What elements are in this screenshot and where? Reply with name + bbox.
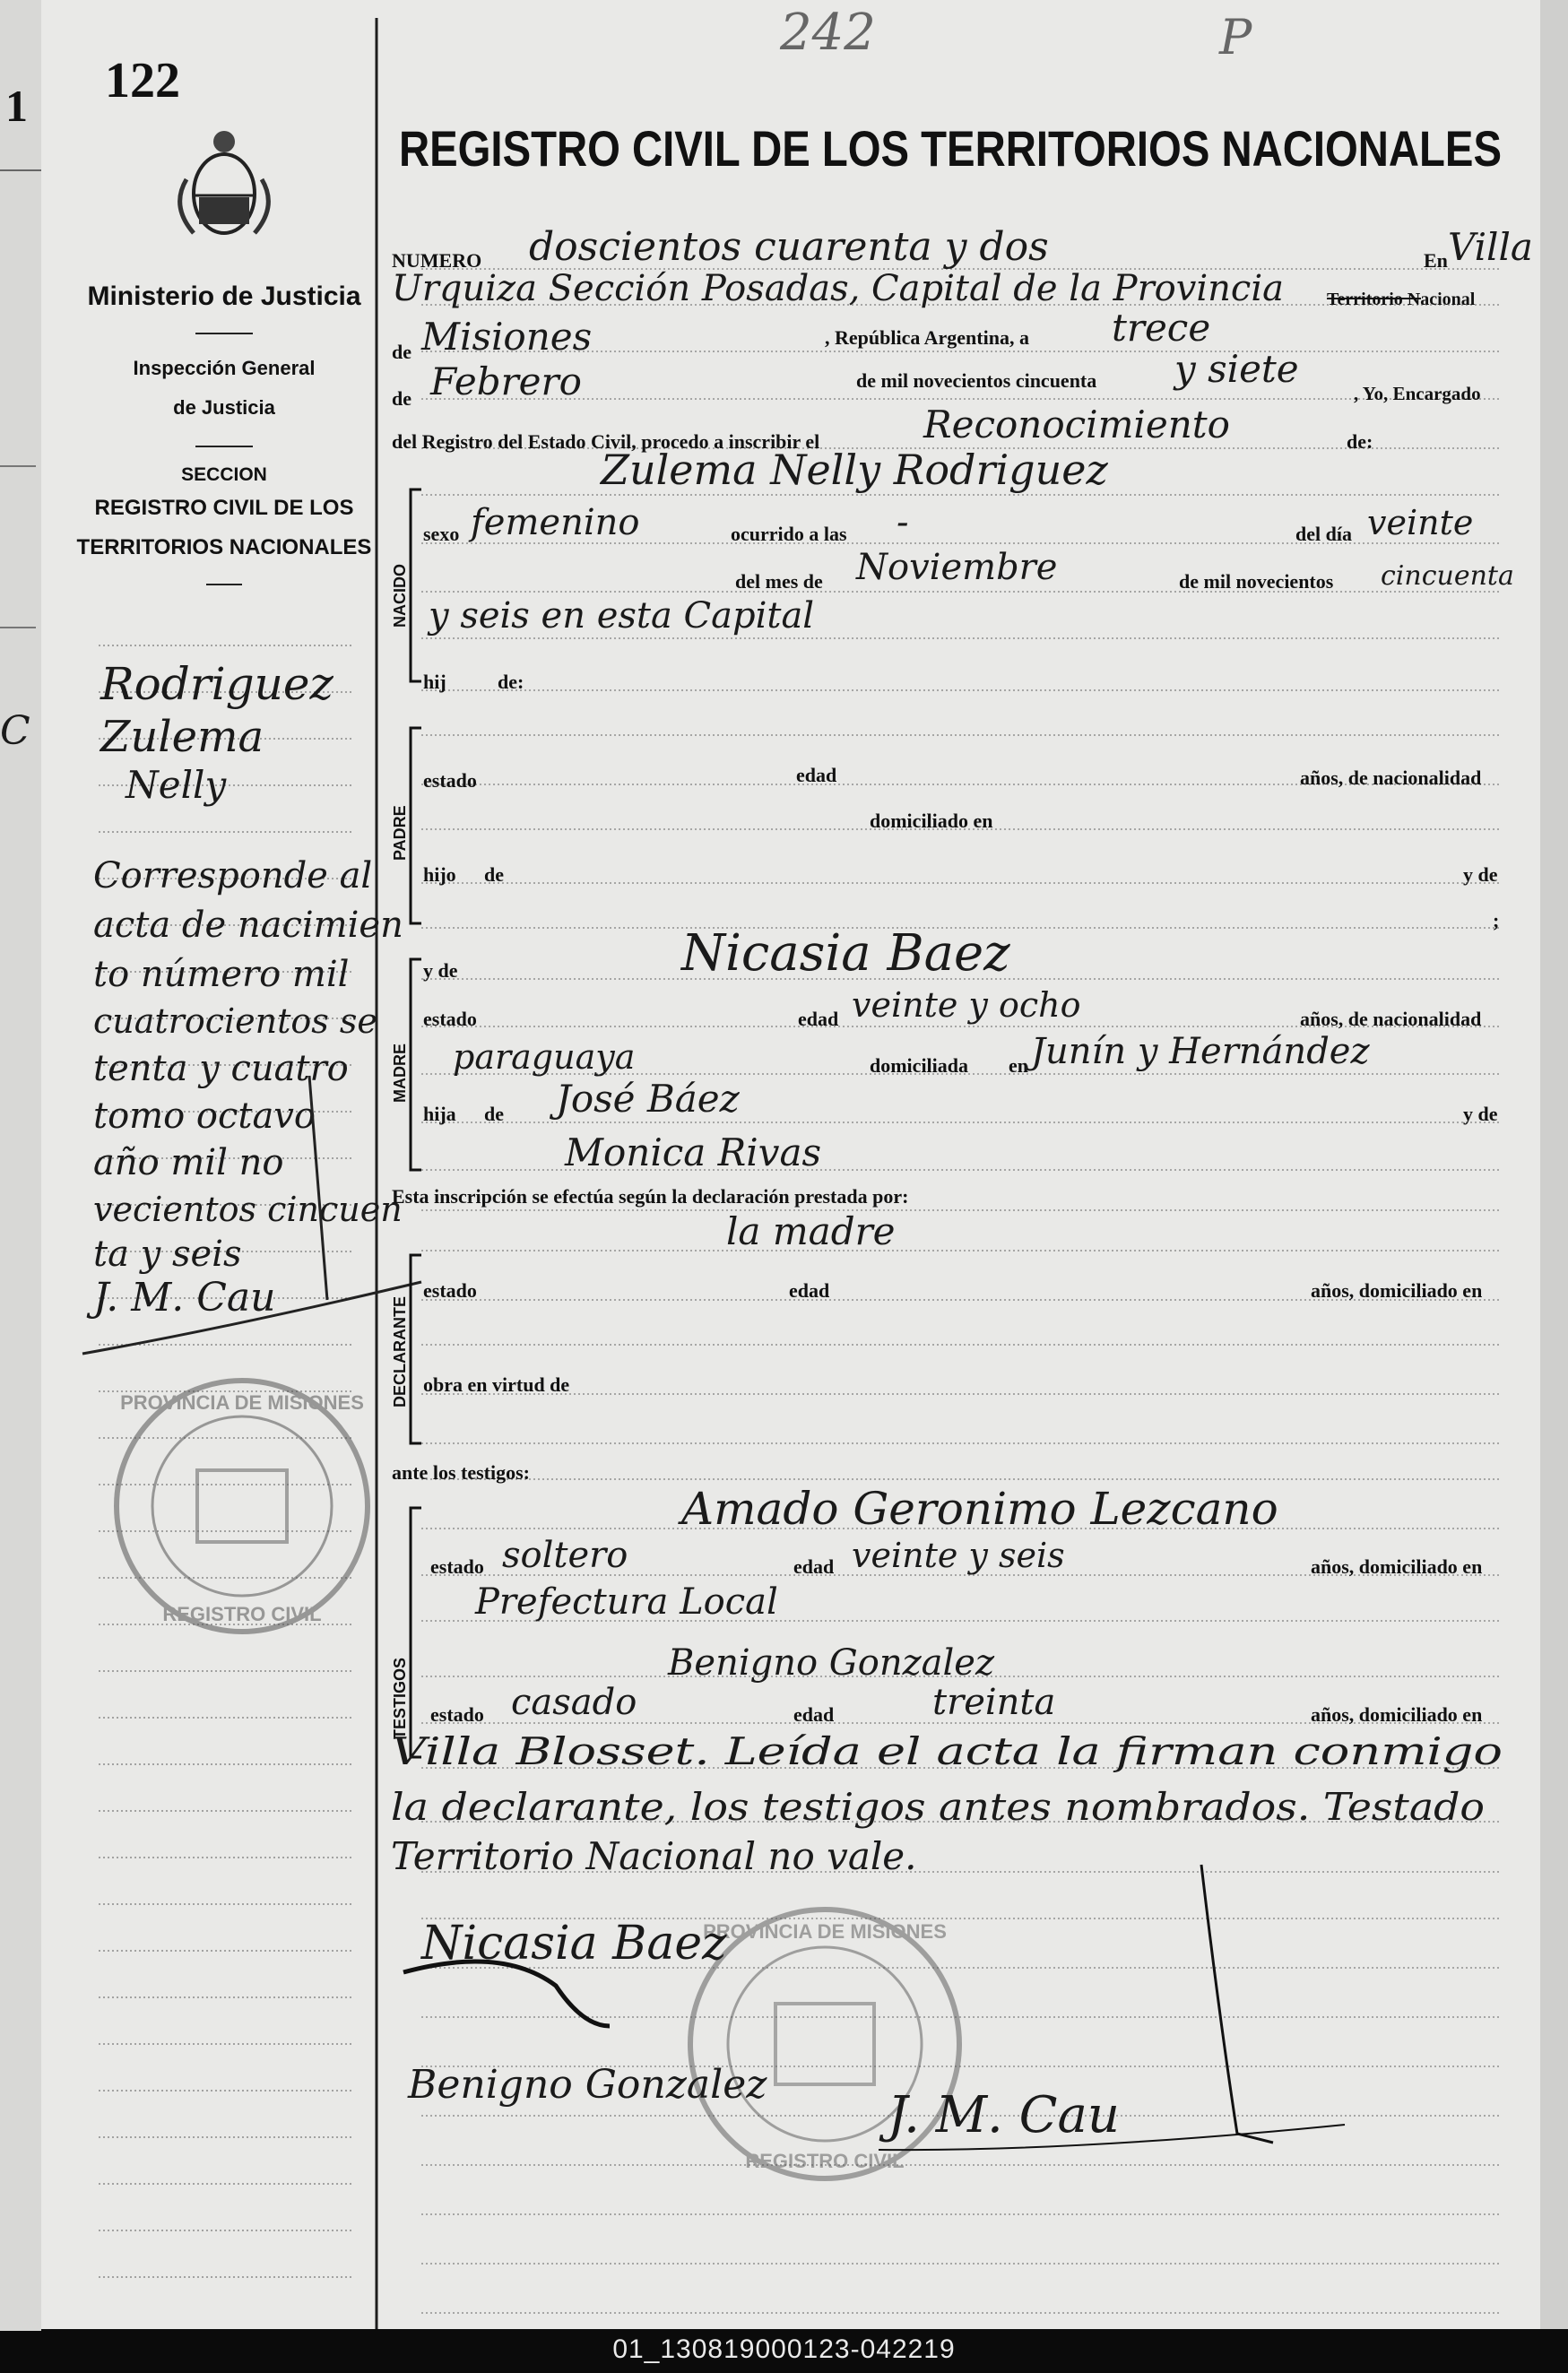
witness2-name: Benigno Gonzalez: [668, 1642, 995, 1684]
padre-domiciliado-label: domiciliado en: [870, 810, 993, 832]
madre-yde-label: y de: [1463, 1103, 1498, 1125]
yo-encargado-label: , Yo, Encargado: [1354, 383, 1481, 404]
hij-de-label: de:: [498, 671, 524, 693]
madre-father-value: José Báez: [556, 1077, 740, 1121]
witness2-estado-value: casado: [511, 1682, 637, 1723]
del-mes-label: del mes de: [735, 570, 823, 593]
section-label-3: TERRITORIOS NACIONALES: [76, 535, 372, 559]
stamp-text-top: PROVINCIA DE MISIONES: [703, 1920, 947, 1943]
madre-edad-value: veinte y ocho: [852, 985, 1081, 1025]
madre-domiciliada-label: domiciliada: [870, 1054, 969, 1077]
de-value: Misiones: [421, 315, 593, 359]
del-dia-value: veinte: [1367, 503, 1474, 542]
margin-note-line: to número mil: [93, 954, 350, 995]
month-value: Febrero: [430, 359, 582, 403]
padre-edad-label: edad: [796, 764, 837, 786]
padre-hijo-de-label: de: [484, 863, 504, 886]
obra-label: obra en virtud de: [423, 1373, 570, 1396]
previous-page-edge: [0, 0, 41, 2331]
witness2-estado-label: estado: [430, 1703, 484, 1726]
ocurrido-label: ocurrido a las: [731, 523, 847, 545]
sexo-label: sexo: [423, 523, 460, 545]
madre-anos-label: años, de nacionalidad: [1300, 1008, 1482, 1030]
witness1-anos-label: años, domiciliado en: [1311, 1555, 1483, 1578]
madre-name: Nicasia Baez: [681, 924, 1010, 983]
section-label-2: REGISTRO CIVIL DE LOS: [94, 496, 354, 520]
closing-line-2: la declarante, los testigos antes nombrados. Testado: [391, 1785, 1485, 1829]
declarante-edad-label: edad: [789, 1279, 830, 1302]
madre-hija-de-label: de: [484, 1103, 504, 1125]
margin-note-line: cuatrocientos se: [93, 1001, 377, 1041]
margin-note-line: Nelly: [126, 763, 227, 807]
ante-testigos-label: ante los testigos:: [392, 1461, 530, 1484]
signature-benigno: Benigno Gonzalez: [408, 2062, 767, 2108]
page-title: REGISTRO CIVIL DE LOS TERRITORIOS NACIONALES: [399, 120, 1502, 177]
sexo-value: femenino: [471, 502, 640, 543]
testigos-label: TESTIGOS: [391, 1657, 409, 1739]
closing-line-3: Territorio Nacional no vale.: [391, 1834, 917, 1878]
pencil-folio: 242: [780, 4, 876, 62]
madre-edad-label: edad: [798, 1008, 839, 1030]
margin-note-line: tomo octavo: [93, 1096, 316, 1137]
witness1-estado-label: estado: [430, 1555, 484, 1578]
pencil-mark: P: [1219, 9, 1252, 65]
inscripcion-label: Esta inscripción se efectúa según la declaración prestada por:: [392, 1185, 909, 1208]
padre-end-mark: ;: [1493, 909, 1500, 931]
del-mes-value: Noviembre: [856, 547, 1058, 588]
padre-label: PADRE: [391, 805, 409, 861]
witness2-edad-label: edad: [793, 1703, 835, 1726]
de-mil-value: cincuenta: [1381, 560, 1514, 592]
nacido-label: NACIDO: [391, 564, 409, 628]
page-number: 122: [105, 53, 180, 108]
birth-place-line: y seis en esta Capital: [429, 595, 815, 637]
padre-yde-label: y de: [1463, 863, 1498, 886]
act-type-value: Reconocimiento: [923, 403, 1230, 446]
child-name: Zulema Nelly Rodriguez: [601, 446, 1108, 494]
margin-note-line: Corresponde al: [93, 855, 373, 896]
ocurrido-value: -: [897, 502, 909, 543]
witness2-anos-label: años, domiciliado en: [1311, 1703, 1483, 1726]
en-label: En: [1424, 249, 1448, 272]
signature-nicasia: Nicasia Baez: [421, 1917, 727, 1970]
witness1-edad-value: veinte y seis: [852, 1536, 1065, 1575]
de-mil-label: de mil novecientos: [1179, 570, 1334, 593]
year-label: de mil novecientos cincuenta: [856, 369, 1097, 392]
previous-page-fragment-1: 1: [5, 81, 28, 131]
territorio-label: Territorio Nacional: [1327, 290, 1476, 309]
stamp-text-bottom: REGISTRO CIVIL: [745, 2150, 905, 2172]
madre-y-de-label: y de: [423, 959, 458, 982]
numero-label: NUMERO: [392, 249, 482, 272]
year-value: y siete: [1174, 347, 1299, 391]
margin-note-line: ta y seis: [93, 1234, 242, 1275]
section-label: SECCION: [181, 464, 267, 485]
declarante-estado-label: estado: [423, 1279, 477, 1302]
signature-cau: J. M. Cau: [888, 2086, 1120, 2144]
declarante-value: la madre: [726, 1209, 896, 1253]
del-dia-label: del día: [1295, 523, 1352, 545]
margin-signature: J. M. Cau: [93, 1275, 276, 1321]
witness2-domicilio: Villa Blosset. Leída el acta la firman conmigo: [391, 1729, 1503, 1773]
numero-value: doscientos cuarenta y dos: [529, 224, 1049, 270]
inspection-label-2: de Justicia: [173, 396, 275, 419]
madre-en-label: en: [1009, 1054, 1028, 1077]
margin-note-line: año mil no: [93, 1142, 284, 1183]
declarante-label: DECLARANTE: [391, 1296, 409, 1407]
de-label-2: de: [392, 387, 411, 410]
inspection-label-1: Inspección General: [133, 357, 316, 379]
de-colon-label: de:: [1347, 430, 1373, 453]
de-label: de: [392, 341, 411, 363]
madre-estado-label: estado: [423, 1008, 477, 1030]
witness1-name: Amado Geronimo Lezcano: [681, 1483, 1278, 1535]
previous-page-fragment-c: C: [0, 708, 30, 754]
witness1-estado-value: soltero: [502, 1535, 628, 1576]
footer-id: 01_130819000123-042219: [612, 2334, 956, 2364]
witness1-domicilio: Prefectura Local: [475, 1581, 778, 1623]
witness1-edad-label: edad: [793, 1555, 835, 1578]
declarante-anos-label: años, domiciliado en: [1311, 1279, 1483, 1302]
republica-label: , República Argentina, a: [825, 326, 1029, 349]
madre-nacionalidad-value: paraguaya: [453, 1037, 636, 1077]
registro-label: del Registro del Estado Civil, procedo a inscribir el: [392, 430, 820, 453]
day-value: trece: [1112, 306, 1211, 350]
stamp-text-bottom: REGISTRO CIVIL: [162, 1603, 322, 1625]
margin-note-line: acta de nacimien: [93, 905, 403, 946]
witness2-edad-value: treinta: [932, 1682, 1056, 1723]
padre-hijo-label: hijo: [423, 863, 456, 886]
ministry-label: Ministerio de Justicia: [87, 281, 361, 311]
margin-note-line: vecientos cincuen: [93, 1190, 403, 1229]
stamp-text-top: PROVINCIA DE MISIONES: [120, 1391, 364, 1414]
hij-label: hij: [423, 671, 446, 693]
margin-note-line: Rodriguez: [100, 658, 334, 710]
madre-mother-value: Monica Rivas: [565, 1130, 822, 1174]
padre-anos-label: años, de nacionalidad: [1300, 766, 1482, 789]
madre-hija-label: hija: [423, 1103, 456, 1125]
place-value: Urquiza Sección Posadas, Capital de la Provincia: [392, 268, 1284, 309]
margin-note-line: Zulema: [100, 712, 264, 762]
madre-label: MADRE: [391, 1044, 409, 1103]
en-value: Villa: [1448, 225, 1533, 269]
madre-domicilio-value: Junín y Hernández: [1031, 1031, 1370, 1072]
margin-note-line: tenta y cuatro: [93, 1048, 349, 1089]
padre-estado-label: estado: [423, 769, 477, 792]
